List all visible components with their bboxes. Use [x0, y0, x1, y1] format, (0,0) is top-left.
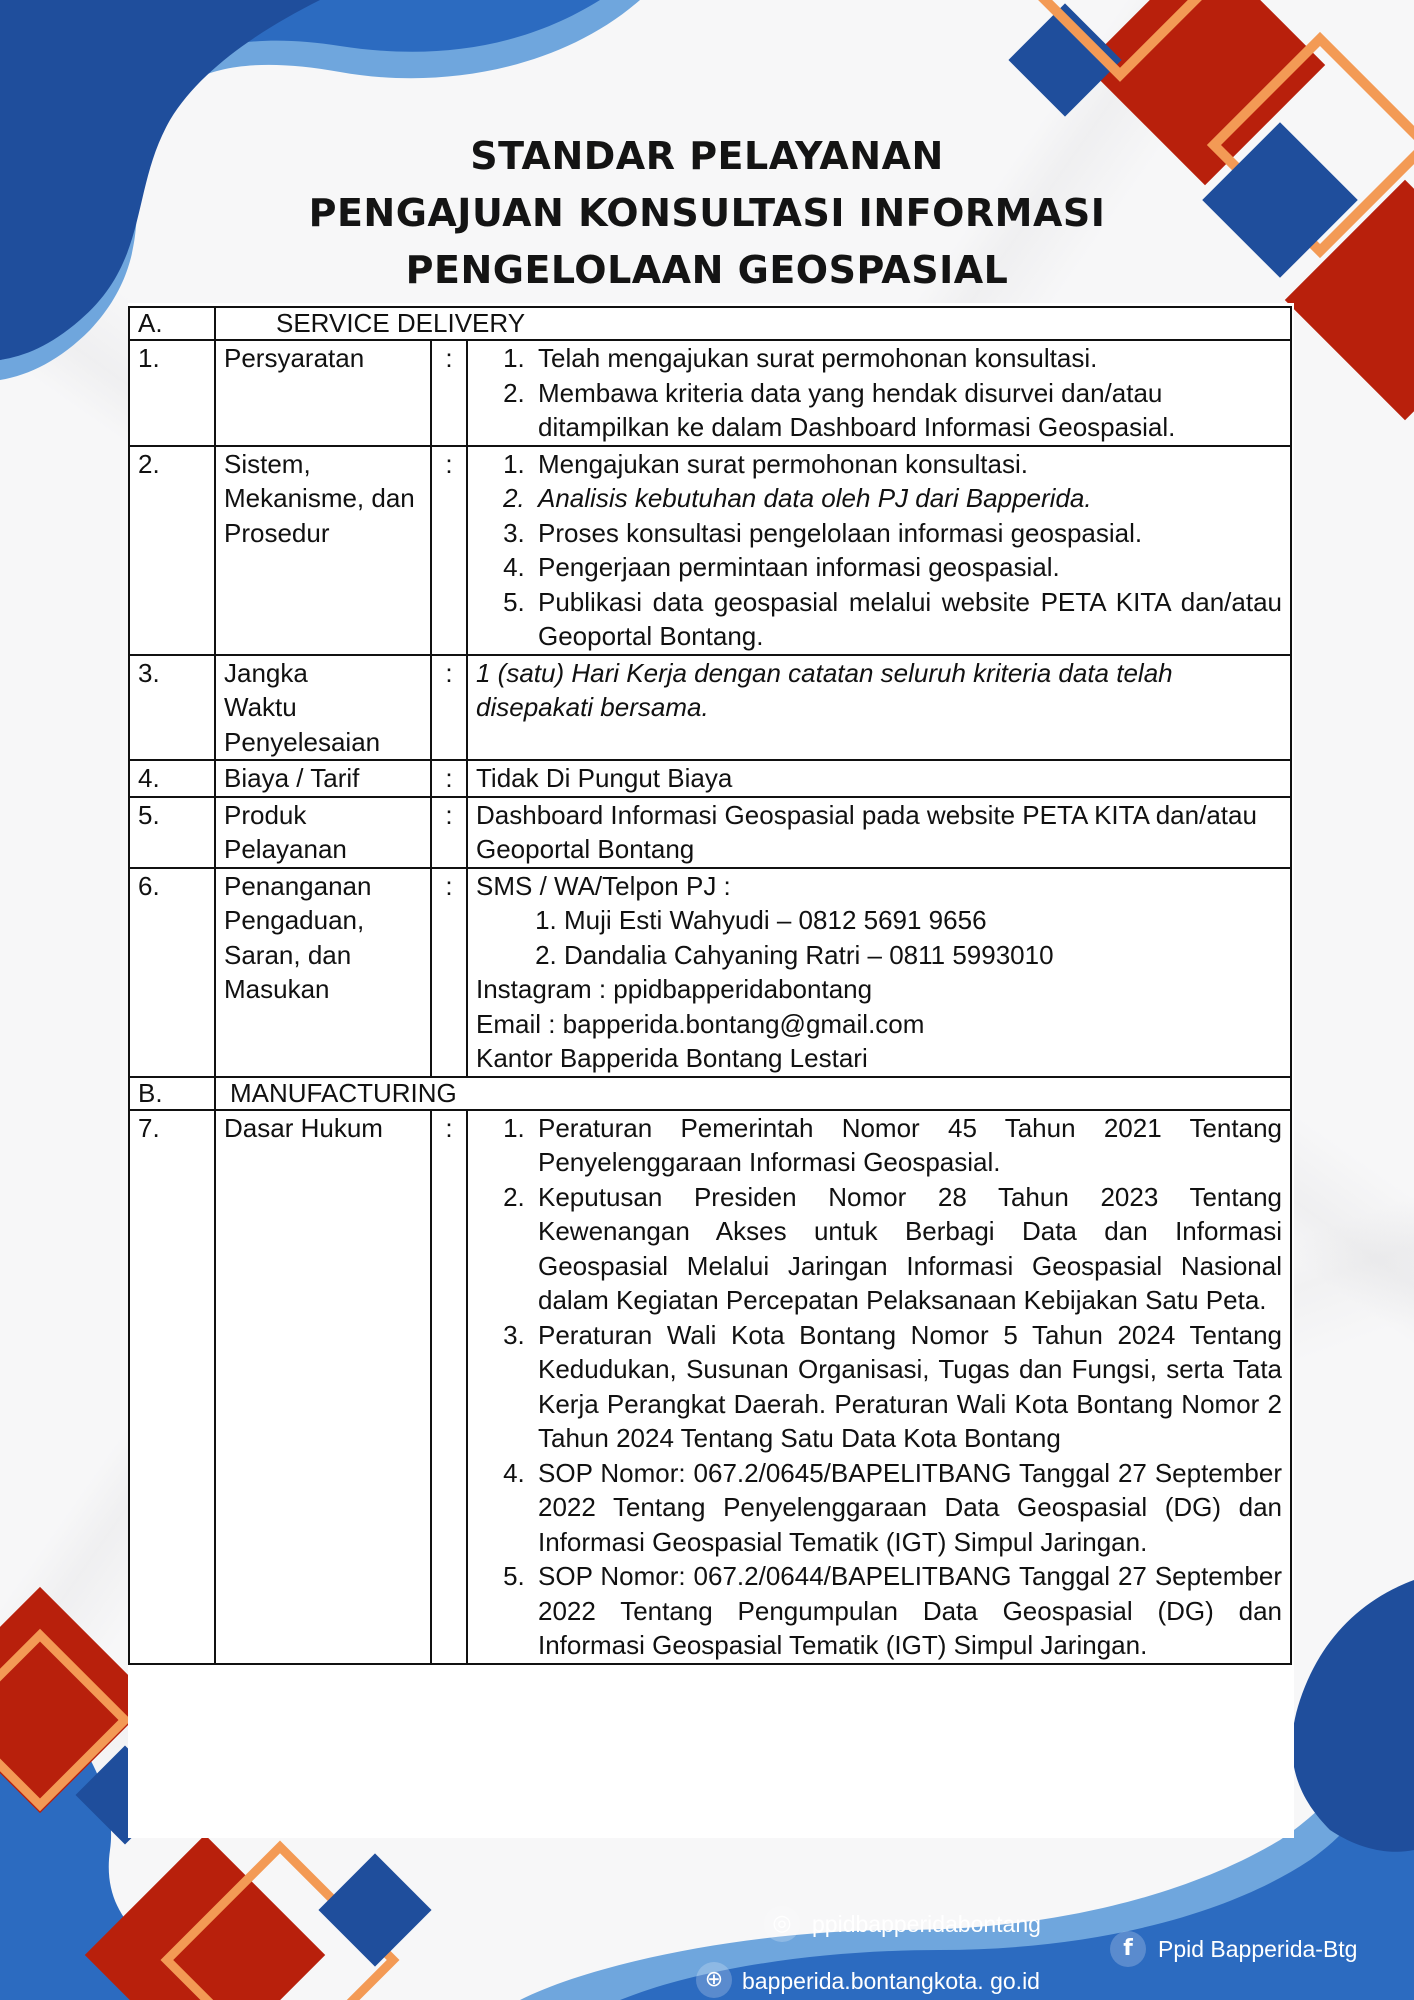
title-line-1: STANDAR PELAYANAN: [470, 134, 944, 178]
row-number: 4.: [129, 760, 215, 797]
list-item: 2. Keputusan Presiden Nomor 28 Tahun 2023 Tentang Kewenangan Akses untuk Berbagi Data dan Informasi Geospasial Melalui Jaringan Informasi Geospasial Nasional dalam Kegiatan Percepatan Pelaksanaan Kebijakan Satu Peta.: [532, 1180, 1282, 1318]
section-b-number: B.: [129, 1077, 215, 1110]
row-value: Tidak Di Pungut Biaya: [467, 760, 1291, 797]
row-value: [467, 340, 1291, 446]
list-item: 1. Telah mengajukan surat permohonan konsultasi.: [532, 341, 1282, 376]
table-row: [129, 797, 1291, 868]
email-contact: Email : bapperida.bontang@gmail.com: [476, 1008, 925, 1039]
contact-person: 2. Dandalia Cahyaning Ratri – 0811 5993010: [564, 938, 1282, 973]
section-a-title: SERVICE DELIVERY: [215, 307, 1291, 340]
facebook-icon: f: [1110, 1931, 1146, 1967]
page-title: [0, 128, 1414, 299]
list-item: 4. SOP Nomor: 067.2/0645/BAPELITBANG Tanggal 27 September 2022 Tentang Penyelenggaraan Data Geospasial (DG) dan Informasi Geospasial Tematik (IGT) Simpul Jaringan.: [532, 1456, 1282, 1560]
list-item: 5. Publikasi data geospasial melalui website PETA KITA dan/atau Geoportal Bontang.: [532, 585, 1282, 654]
row-value: 1 (satu) Hari Kerja dengan catatan seluruh kriteria data telah disepakati bersama.: [467, 655, 1291, 761]
row-colon: :: [431, 1110, 467, 1664]
table-row: [129, 655, 1291, 761]
office-contact: Kantor Bapperida Bontang Lestari: [476, 1043, 868, 1073]
globe-icon: ⊕: [696, 1962, 732, 1998]
footer-website[interactable]: bapperida.bontangkota. go.id: [742, 1968, 1040, 1994]
row-label: Penanganan Pengaduan, Saran, dan Masukan: [215, 868, 431, 1077]
instagram-contact: Instagram : ppidbapperidabontang: [476, 974, 873, 1004]
contact-person: 1. Muji Esti Wahyudi – 0812 5691 9656: [564, 903, 1282, 938]
row-value: [467, 868, 1291, 1077]
footer-instagram[interactable]: ppidbapperidabontang: [812, 1911, 1041, 1937]
table-row: [129, 1110, 1291, 1664]
section-b-row: [129, 1077, 1291, 1110]
list-item: 4. Pengerjaan permintaan informasi geospasial.: [532, 550, 1282, 585]
section-b-title: MANUFACTURING: [215, 1077, 1291, 1110]
row-colon: :: [431, 760, 467, 797]
list-item: 3. Proses konsultasi pengelolaan informasi geospasial.: [532, 516, 1282, 551]
row-label: Dasar Hukum: [215, 1110, 431, 1664]
service-standard-document: [128, 303, 1294, 1838]
row-number: 2.: [129, 446, 215, 655]
row-colon: :: [431, 655, 467, 761]
row-number: 1.: [129, 340, 215, 446]
row-number: 3.: [129, 655, 215, 761]
row-number: 5.: [129, 797, 215, 868]
legal-basis-list: [476, 1111, 1282, 1663]
row-colon: :: [431, 340, 467, 446]
title-line-2: PENGAJUAN KONSULTASI INFORMASI: [308, 191, 1106, 235]
table-row: [129, 868, 1291, 1077]
row-number: 7.: [129, 1110, 215, 1664]
row-colon: :: [431, 446, 467, 655]
title-line-3: PENGELOLAAN GEOSPASIAL: [405, 248, 1009, 292]
instagram-icon: ◎: [764, 1906, 800, 1942]
list-item: 2. Membawa kriteria data yang hendak disurvei dan/atau ditampilkan ke dalam Dashboard Informasi Geospasial.: [532, 376, 1282, 445]
list-item: 5. SOP Nomor: 067.2/0644/BAPELITBANG Tanggal 27 September 2022 Tentang Pengumpulan Data Geospasial (DG) dan Informasi Geospasial Tematik (IGT) Simpul Jaringan.: [532, 1559, 1282, 1663]
row-label: Sistem, Mekanisme, dan Prosedur: [215, 446, 431, 655]
table-row: [129, 340, 1291, 446]
contact-header: SMS / WA/Telpon PJ :: [476, 870, 731, 901]
row-colon: :: [431, 797, 467, 868]
row-label: Biaya / Tarif: [215, 760, 431, 797]
row-value: [467, 446, 1291, 655]
list-item: 1. Mengajukan surat permohonan konsultasi.: [532, 447, 1282, 482]
list-item: 2. Analisis kebutuhan data oleh PJ dari Bapperida.: [532, 481, 1282, 516]
row-label: Produk Pelayanan: [215, 797, 431, 868]
row-label: Jangka Waktu Penyelesaian: [215, 655, 431, 761]
row-label: Persyaratan: [215, 340, 431, 446]
section-a-number: A.: [129, 307, 215, 340]
list-item: 3. Peraturan Wali Kota Bontang Nomor 5 Tahun 2024 Tentang Kedudukan, Susunan Organisasi, Tugas dan Fungsi, serta Tata Kerja Perangkat Daerah. Peraturan Wali Kota Bontang Nomor 2 Tahun 2024 Tentang Satu Data Kota Bontang: [532, 1318, 1282, 1456]
requirements-list: [476, 341, 1282, 445]
table-row: [129, 760, 1291, 797]
section-a-row: [129, 307, 1291, 340]
procedure-list: [476, 447, 1282, 654]
service-standard-table: [128, 306, 1292, 1665]
table-row: [129, 446, 1291, 655]
list-item: 1. Peraturan Pemerintah Nomor 45 Tahun 2021 Tentang Penyelenggaraan Informasi Geospasial.: [532, 1111, 1282, 1180]
footer-facebook[interactable]: Ppid Bapperida-Btg: [1158, 1936, 1358, 1962]
row-colon: :: [431, 868, 467, 1077]
row-value: [467, 1110, 1291, 1664]
row-number: 6.: [129, 868, 215, 1077]
row-value: Dashboard Informasi Geospasial pada website PETA KITA dan/atau Geoportal Bontang: [467, 797, 1291, 868]
contact-list: [476, 903, 1282, 972]
